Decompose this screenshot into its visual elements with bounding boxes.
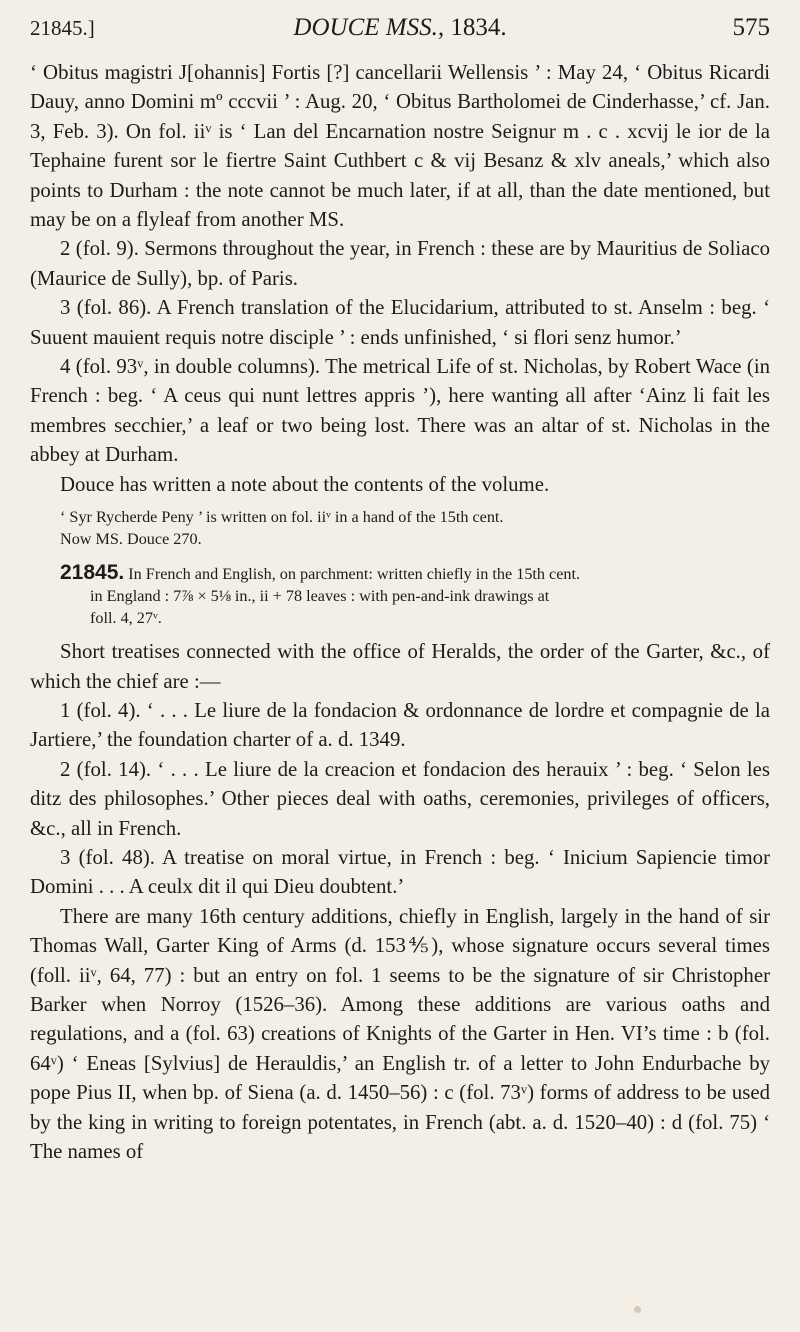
paper-speck <box>634 1306 641 1313</box>
paragraph: 2 (fol. 9). Sermons throughout the year, in French : these are by Mauritius de Soliaco (Maurice de Sully), bp. of Paris. <box>30 237 770 290</box>
entry-description-line: in England : 7⅞ × 5⅛ in., ii + 78 leaves : with pen-and-ink drawings at <box>90 587 550 606</box>
paragraph: Douce has written a note about the contents of the volume. <box>60 472 550 496</box>
paragraph: Short treatises connected with the office of Heralds, the order of the Garter, &c., of which the chief are :— <box>30 640 770 693</box>
page-body <box>30 58 770 1166</box>
entry-number: 21845. <box>60 561 125 585</box>
paragraph: 2 (fol. 14). ‘ . . . Le liure de la creacion et fondacion des herauix ’ : beg. ‘ Selon les ditz des philosophes.’ Other pieces deal with oaths, ceremonies, privileges of officers, &c., all in French. <box>30 757 770 840</box>
paragraph: 1 (fol. 4). ‘ . . . Le liure de la fondacion & ordonnance de lordre et compagnie de la Jartiere,’ the foundation charter of a. d. 1349. <box>30 698 770 752</box>
entry-description-line: In French and English, on parchment: written chiefly in the 15th cent. <box>128 565 581 584</box>
entry-range: 21845.] <box>30 16 95 40</box>
running-header <box>30 8 770 48</box>
entry-description-line: foll. 4, 27ᵛ. <box>90 609 162 628</box>
paragraph: ‘ Obitus magistri J[ohannis] Fortis [?] cancellarii Wellensis ’ : May 24, ‘ Obitus Ricardi Dauy, anno Domini mº cccvii ’ : Aug. 20, ‘ Obitus Bartholomei de Cinderhasse,’ cf. Jan. 3, Feb. 3). On fol. iiᵛ is ‘ Lan del Encarnation nostre Seignur m . c . xcvij le ior de la Tephaine furent sor le fiertre Saint Cuthbert c & vij Besanz & xlv aneals,’ which also points to Durham : the note cannot be much later, if at all, than the date mentioned, but may be on a flyleaf from another MS. <box>30 61 770 232</box>
running-title-year: 1834. <box>450 14 507 41</box>
running-title <box>30 14 770 42</box>
paragraph: 4 (fol. 93ᵛ, in double columns). The metrical Life of st. Nicholas, by Robert Wace (in French : beg. ‘ A ceus qui nunt lettres appris ’), here wanting all after ‘Ainz li fait les membres secchier,’ a leaf or two being lost. There was an altar of st. Nicholas in the abbey at Durham. <box>30 355 770 467</box>
small-note-line: Now MS. Douce 270. <box>60 530 202 549</box>
paragraph: 3 (fol. 48). A treatise on moral virtue, in French : beg. ‘ Inicium Sapiencie timor Domini . . . A ceulx dit il qui Dieu doubtent.’ <box>30 845 770 899</box>
small-note-line: ‘ Syr Rycherde Peny ’ is written on fol. iiᵛ in a hand of the 15th cent. <box>60 508 504 527</box>
paragraph: There are many 16th century additions, chiefly in English, largely in the hand of sir Thomas Wall, Garter King of Arms (d. 153⅘), whose signature occurs several times (foll. iiᵛ, 64, 77) : but an entry on fol. 1 seems to be the signature of sir Christopher Barker when Norroy (1526–36). Among these additions are various oaths and regulations, and a (fol. 63) creations of Knights of the Garter in Hen. VI’s time : b (fol. 64ᵛ) ‘ Eneas [Sylvius] de Herauldis,’ an English tr. of a letter to John Endurbache by pope Pius II, when bp. of Siena (a. d. 1450–56) : c (fol. 73ᵛ) forms of address to be used by the king in writing to foreign potentates, in French (abt. a. d. 1520–40) : d (fol. 75) ‘ The names of <box>30 904 770 1163</box>
running-title-text: DOUCE MSS., <box>293 14 445 41</box>
paragraph: 3 (fol. 86). A French translation of the Elucidarium, attributed to st. Anselm : beg. ‘ Suuent mauient requis notre disciple ’ : ends unfinished, ‘ si flori senz humor.’ <box>30 296 770 349</box>
catalogue-entry-heading <box>30 562 770 629</box>
page-number: 575 <box>732 14 770 41</box>
small-note <box>30 506 770 550</box>
